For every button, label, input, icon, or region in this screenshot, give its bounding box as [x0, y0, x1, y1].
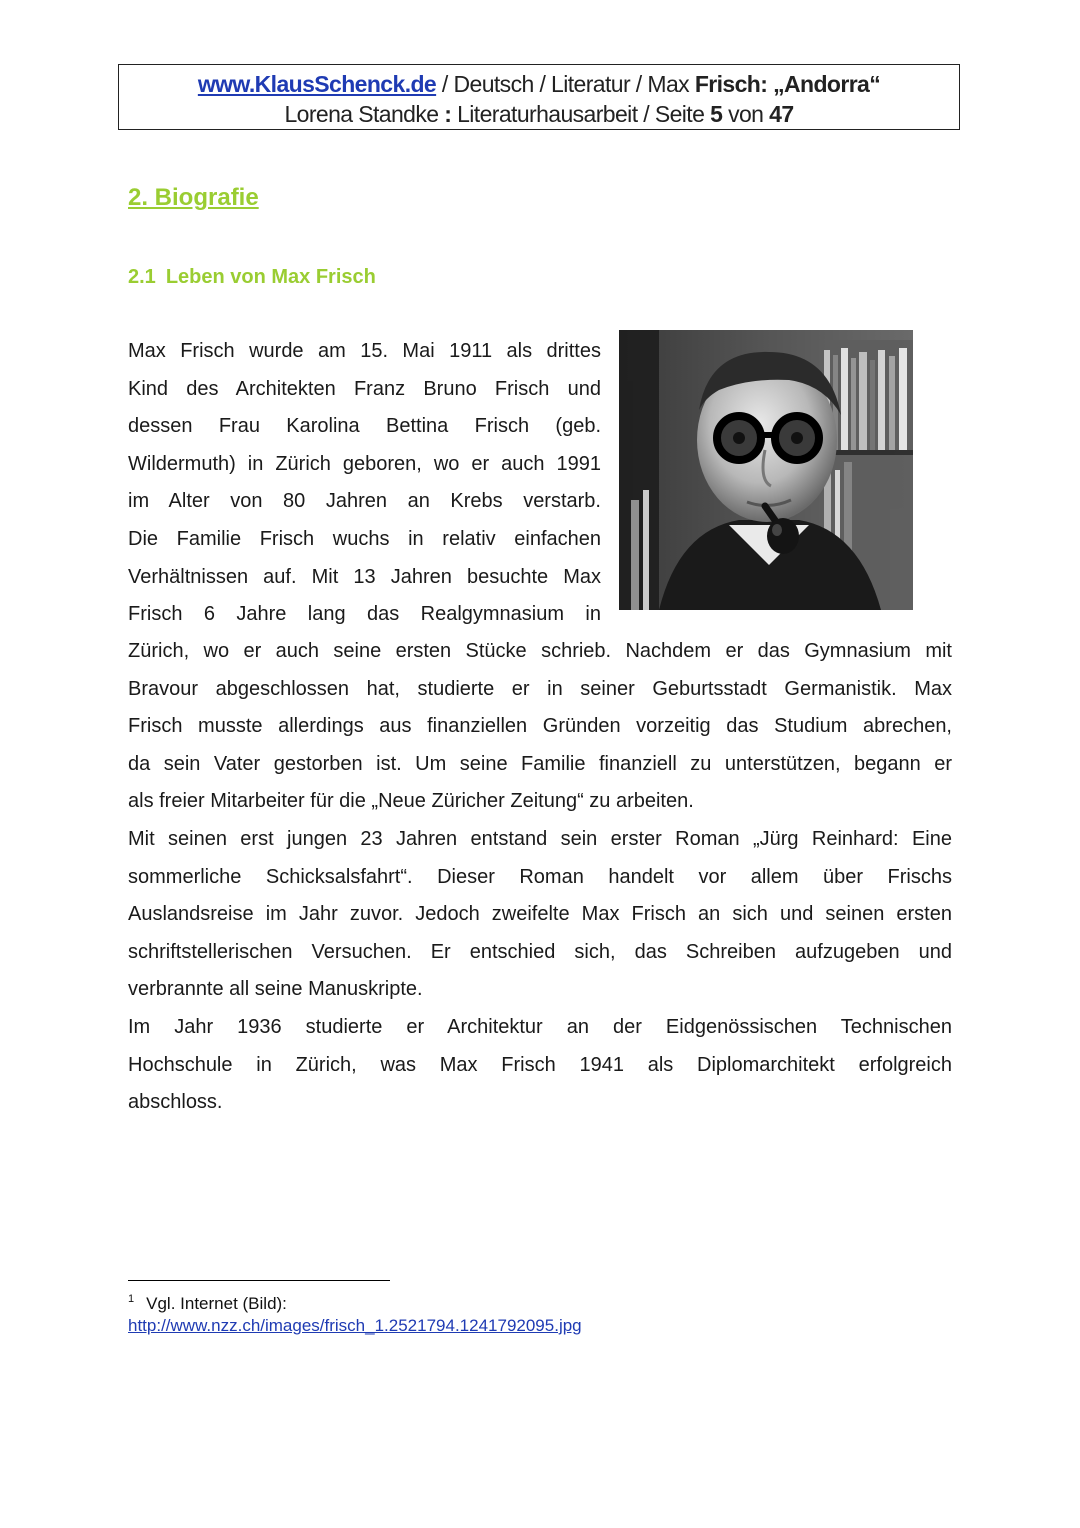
intro-line: Die Familie Frisch wuchs in relativ einfachen [128, 527, 601, 550]
header-work: Literaturhausarbeit / Seite [451, 101, 711, 127]
intro-line: dessen Frau Karolina Bettina Frisch (geb. [128, 415, 601, 438]
body-line: Im Jahr 1936 studierte er Architektur an der Eidgenössischen Technischen [128, 1015, 952, 1038]
subsection-number: 2.1 [128, 266, 156, 288]
body-line: Frisch musste allerdings aus finanziellen Gründen vorzeitig das Studium abrechen, [128, 715, 952, 738]
footnote-link[interactable]: http://www.nzz.ch/images/frisch_1.2521794.1241792095.jpg [128, 1316, 582, 1335]
document-header [118, 64, 960, 130]
body-paragraph [128, 633, 952, 1122]
intro-line: Frisch 6 Jahre lang das Realgymnasium in [128, 603, 601, 626]
body-line: Zürich, wo er auch seine ersten Stücke schrieb. Nachdem er das Gymnasium mit [128, 640, 952, 662]
footnote-separator [128, 1280, 390, 1281]
portrait-image [619, 330, 913, 610]
body-line: Hochschule in Zürich, was Max Frisch 1941 als Diplomarchitekt erfolgreich [128, 1053, 952, 1076]
header-page: 5 [710, 101, 723, 127]
body-line: da sein Vater gestorben ist. Um seine Familie finanziell zu unterstützen, begann er [128, 752, 952, 775]
intro-line: Verhältnissen auf. Mit 13 Jahren besuchte Max [128, 565, 601, 588]
footnote-text: Vgl. Internet (Bild): [146, 1294, 287, 1313]
section-heading: 2. Biografie [128, 184, 259, 211]
subsection-title: Leben von Max Frisch [165, 266, 376, 288]
body-line: abschloss. [128, 1091, 223, 1114]
body-line: schriftstellerischen Versuchen. Er entschied sich, das Schreiben aufzugeben und [128, 940, 952, 963]
header-path: / Deutsch / Literatur / Max [436, 71, 695, 97]
site-link[interactable]: www.KlausSchenck.de [197, 71, 437, 97]
footnote-number: 1 [128, 1293, 135, 1305]
intro-line: Kind des Architekten Franz Bruno Frisch und [128, 377, 601, 400]
header-topic: Frisch: „Andorra“ [694, 71, 881, 97]
header-of: von [722, 101, 770, 127]
body-line: Mit seinen erst jungen 23 Jahren entstand sein erster Roman „Jürg Reinhard: Eine [128, 827, 952, 850]
body-line: Bravour abgeschlossen hat, studierte er in seiner Geburtsstadt Germanistik. Max [128, 677, 952, 700]
footnote-line [128, 1293, 582, 1315]
intro-line: Max Frisch wurde am 15. Mai 1911 als drittes [128, 340, 601, 362]
header-line-2 [119, 101, 959, 128]
portrait-photo [619, 330, 913, 610]
header-line-1 [119, 71, 959, 98]
body-line: als freier Mitarbeiter für die „Neue Züricher Zeitung“ zu arbeiten. [128, 790, 694, 813]
intro-line: im Alter von 80 Jahren an Krebs verstarb. [128, 490, 601, 513]
header-author: Lorena Standke [284, 101, 445, 127]
subsection-heading [128, 264, 376, 290]
body-line: sommerliche Schicksalsfahrt“. Dieser Roman handelt vor allem über Frischs [128, 865, 952, 888]
footnote [128, 1293, 582, 1337]
intro-line: Wildermuth) in Zürich geboren, wo er auch 1991 [128, 452, 601, 475]
intro-paragraph [128, 333, 601, 634]
header-total: 47 [769, 101, 794, 127]
header-colon: : [444, 101, 452, 127]
body-line: verbrannte all seine Manuskripte. [128, 978, 423, 1001]
body-line: Auslandsreise im Jahr zuvor. Jedoch zweifelte Max Frisch an sich und seinen ersten [128, 903, 952, 926]
